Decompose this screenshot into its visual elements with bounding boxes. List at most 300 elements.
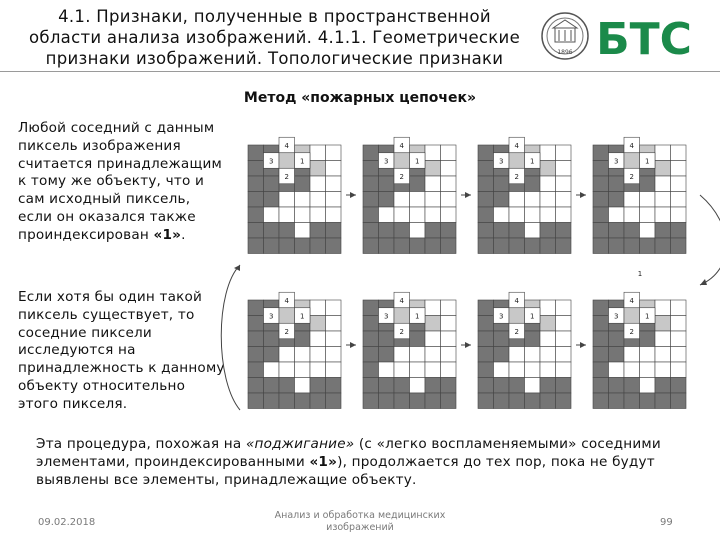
grid-cell: [540, 378, 556, 394]
neighbor-label-n3: 3: [499, 157, 504, 166]
grid-cell: [556, 238, 572, 254]
grid-cell: [326, 161, 342, 177]
neighbor-label-n1: 1: [645, 312, 650, 321]
grid-cell: [556, 316, 572, 332]
grid-cell: [671, 238, 687, 254]
grid-cell: [593, 393, 609, 409]
center-pixel: [624, 308, 640, 324]
grid-cell: [525, 331, 541, 347]
neighbor-label-n2: 2: [399, 328, 404, 336]
grid-cell: [410, 362, 426, 378]
grid-cell: [494, 393, 510, 409]
grid-cell: [363, 316, 379, 332]
grid-cell: [478, 207, 494, 223]
grid-cell: [609, 223, 625, 239]
grid-cell: [509, 192, 525, 208]
grid-cell: [655, 300, 671, 316]
grid-cell: [640, 362, 656, 378]
grid-cell: [394, 207, 410, 223]
grid-cell: [640, 331, 656, 347]
grid-cell: [326, 300, 342, 316]
grid-cell: [478, 176, 494, 192]
grid-cell: [441, 300, 457, 316]
grid-cell: [394, 238, 410, 254]
grid-cell: [441, 207, 457, 223]
grid-cell: [425, 207, 441, 223]
grid-cell: [655, 161, 671, 177]
grid-cell: [609, 176, 625, 192]
grid-cell: [264, 378, 280, 394]
grid-cell: [624, 347, 640, 363]
grid-cell: [394, 223, 410, 239]
grid-cell: [441, 331, 457, 347]
curve-arrow-left-icon: [221, 265, 240, 410]
grid-cell: [640, 393, 656, 409]
grid-cell: [295, 331, 311, 347]
grid-cell: [540, 238, 556, 254]
grid-cell: [310, 316, 326, 332]
neighbor-label-n4: 4: [399, 297, 404, 305]
grid-cell: [655, 176, 671, 192]
grid-cell: [671, 316, 687, 332]
neighbor-label-n4: 4: [399, 142, 404, 150]
grid-cell: [540, 176, 556, 192]
neighbor-label-n3: 3: [384, 157, 389, 166]
center-pixel: [394, 153, 410, 169]
grid-cell: [494, 238, 510, 254]
grid-cell: [593, 316, 609, 332]
grid-cell: [593, 331, 609, 347]
grid-cell: [248, 192, 264, 208]
grid-cell: [494, 207, 510, 223]
grid-cell: [655, 145, 671, 161]
grid-cell: [279, 207, 295, 223]
grid-cell: [609, 362, 625, 378]
grid-cell: [264, 347, 280, 363]
grid-cell: [441, 176, 457, 192]
p3-text-e: ), продолжается до тех пор, пока не будут выявлены все элементы, принадлежащие объекту.: [36, 453, 655, 488]
grid-cell: [593, 176, 609, 192]
grid-cell: [556, 331, 572, 347]
grid-cell: [425, 347, 441, 363]
grid-cell: [540, 362, 556, 378]
neighbor-label-n2: 2: [514, 328, 519, 336]
grid-cell: [379, 362, 395, 378]
grid-cell: [326, 331, 342, 347]
center-pixel: [279, 153, 295, 169]
arrow-right-icon: [576, 342, 586, 348]
grid-cell: [540, 316, 556, 332]
grid-cell: [295, 362, 311, 378]
grid-cell: [379, 176, 395, 192]
grid-cell: [525, 223, 541, 239]
grid-cell: [525, 347, 541, 363]
grid-cell: [326, 238, 342, 254]
grid-cell: [624, 192, 640, 208]
grid-cell: [264, 223, 280, 239]
grid-cell: [248, 238, 264, 254]
grid-cell: [478, 192, 494, 208]
p1-end: .: [181, 226, 186, 243]
grid-cell: [509, 207, 525, 223]
grid-cell: [655, 393, 671, 409]
grid-cell: [425, 161, 441, 177]
grid-cell: [248, 207, 264, 223]
grid-cell: [671, 223, 687, 239]
grid-cell: [671, 161, 687, 177]
grid-cell: [441, 161, 457, 177]
grid-cell: [410, 176, 426, 192]
grid-cell: [279, 238, 295, 254]
grid-cell: [593, 145, 609, 161]
grid-cell: [593, 207, 609, 223]
logo-text: БТС: [596, 14, 692, 60]
grid-cell: [248, 223, 264, 239]
grid-cell: [295, 347, 311, 363]
grid-cell: [279, 192, 295, 208]
grid-cell: [310, 176, 326, 192]
neighbor-label-n3: 3: [614, 312, 619, 321]
grid-cell: [310, 207, 326, 223]
grid-cell: [556, 362, 572, 378]
grid-row2-4: [593, 292, 686, 408]
grid-cell: [640, 192, 656, 208]
grid-cell: [624, 378, 640, 394]
grid-cell: [363, 362, 379, 378]
grid-cell: [248, 331, 264, 347]
grid-cell: [425, 238, 441, 254]
grid-cell: [640, 207, 656, 223]
grid-cell: [295, 176, 311, 192]
grid-cell: [425, 176, 441, 192]
neighbor-label-n2: 2: [629, 328, 634, 336]
grid-cell: [363, 347, 379, 363]
grid-cell: [394, 192, 410, 208]
extra-label: 1: [637, 270, 643, 278]
grid-cell: [425, 362, 441, 378]
neighbor-label-n4: 4: [284, 297, 289, 305]
grid-cell: [655, 362, 671, 378]
grid-cell: [525, 378, 541, 394]
grid-row1-2: [363, 137, 456, 253]
neighbor-label-n3: 3: [499, 312, 504, 321]
neighbor-label-n2: 2: [514, 173, 519, 181]
grid-cell: [379, 331, 395, 347]
grid-cell: [478, 331, 494, 347]
grid-cell: [478, 347, 494, 363]
grid-cell: [671, 207, 687, 223]
grid-cell: [295, 238, 311, 254]
grid-cell: [310, 347, 326, 363]
grid-cell: [310, 300, 326, 316]
grid-cell: [441, 347, 457, 363]
grid-cell: [655, 331, 671, 347]
grid-cell: [248, 161, 264, 177]
grid-cell: [509, 378, 525, 394]
neighbor-label-n3: 3: [269, 312, 274, 321]
neighbor-label-n1: 1: [415, 157, 420, 166]
grid-row1-4: [593, 137, 686, 253]
grid-cell: [556, 161, 572, 177]
grid-cell: [478, 145, 494, 161]
grid-cell: [441, 378, 457, 394]
grid-cell: [264, 176, 280, 192]
grid-cell: [478, 238, 494, 254]
grid-cell: [525, 393, 541, 409]
grid-row2-2: [363, 292, 456, 408]
grid-cell: [671, 176, 687, 192]
center-pixel: [279, 308, 295, 324]
grid-cell: [593, 347, 609, 363]
grid-cell: [310, 223, 326, 239]
grid-cell: [363, 207, 379, 223]
neighbor-label-n1: 1: [415, 312, 420, 321]
grid-cell: [609, 347, 625, 363]
grid-cell: [295, 393, 311, 409]
grid-cell: [540, 223, 556, 239]
grid-cell: [363, 192, 379, 208]
paragraph-neighbor-search: Если хотя бы один такой пиксель существует, то соседние пиксели исследуются на принадлежность к данному объекту относительно этого пикселя.: [18, 289, 225, 412]
grid-cell: [295, 192, 311, 208]
grid-cell: [478, 362, 494, 378]
grid-cell: [593, 192, 609, 208]
p1-index-label: «1»: [153, 226, 182, 243]
grid-cell: [363, 300, 379, 316]
grid-cell: [441, 145, 457, 161]
grid-cell: [640, 176, 656, 192]
grid-cell: [509, 362, 525, 378]
grid-cell: [310, 192, 326, 208]
footer-date: 09.02.2018: [38, 517, 96, 528]
grid-cell: [363, 393, 379, 409]
grid-cell: [363, 145, 379, 161]
grid-cell: [540, 300, 556, 316]
grid-cell: [671, 192, 687, 208]
grid-cell: [509, 393, 525, 409]
grid-cell: [671, 331, 687, 347]
grid-cell: [379, 192, 395, 208]
grid-cell: [264, 362, 280, 378]
neighbor-label-n3: 3: [384, 312, 389, 321]
grid-cell: [609, 207, 625, 223]
grid-cell: [264, 192, 280, 208]
grid-cell: [655, 238, 671, 254]
grid-cell: [425, 331, 441, 347]
grid-cell: [540, 145, 556, 161]
grid-cell: [655, 192, 671, 208]
slide-title: 4.1. Признаки, полученные в пространственной области анализа изображений. 4.1.1. Геометрические признаки изображений. Топологические признаки: [28, 7, 521, 68]
grid-cell: [264, 238, 280, 254]
grid-cell: [494, 331, 510, 347]
neighbor-label-n2: 2: [399, 173, 404, 181]
grid-cell: [655, 378, 671, 394]
grid-cell: [494, 192, 510, 208]
grid-cell: [410, 347, 426, 363]
grid-cell: [655, 207, 671, 223]
grid-cell: [540, 161, 556, 177]
grid-cell: [478, 378, 494, 394]
grid-cell: [655, 316, 671, 332]
grid-cell: [494, 378, 510, 394]
grid-cell: [326, 192, 342, 208]
grid-cell: [295, 378, 311, 394]
grid-cell: [478, 300, 494, 316]
grid-cell: [441, 362, 457, 378]
grid-cell: [310, 378, 326, 394]
arrow-right-icon: [461, 342, 471, 348]
grid-cell: [556, 192, 572, 208]
section-subtitle: Метод «пожарных цепочек»: [243, 90, 477, 106]
grid-cell: [525, 192, 541, 208]
neighbor-label-n1: 1: [645, 157, 650, 166]
grid-cell: [540, 331, 556, 347]
grid-cell: [264, 207, 280, 223]
grid-cell: [671, 145, 687, 161]
curve-arrow-right-icon: [700, 195, 720, 285]
grid-cell: [540, 347, 556, 363]
grid-cell: [363, 223, 379, 239]
grid-cell: [509, 347, 525, 363]
grid-cell: [326, 393, 342, 409]
grid-cell: [310, 238, 326, 254]
grid-row2-1: [248, 292, 341, 408]
grid-cell: [248, 362, 264, 378]
arrow-right-icon: [346, 192, 356, 198]
grid-cell: [264, 393, 280, 409]
emblem-year: 1896: [557, 49, 573, 56]
grid-cell: [494, 347, 510, 363]
grid-cell: [593, 378, 609, 394]
grid-cell: [540, 192, 556, 208]
neighbor-label-n4: 4: [284, 142, 289, 150]
grid-cell: [326, 347, 342, 363]
grid-cell: [248, 347, 264, 363]
grid-cell: [441, 393, 457, 409]
arrow-right-icon: [461, 192, 471, 198]
grid-cell: [425, 378, 441, 394]
grid-cell: [410, 393, 426, 409]
grid-cell: [279, 362, 295, 378]
grid-cell: [671, 393, 687, 409]
grid-cell: [363, 238, 379, 254]
grid-cell: [379, 347, 395, 363]
grid-cell: [295, 207, 311, 223]
grid-cell: [624, 393, 640, 409]
grid-cell: [310, 161, 326, 177]
grid-cell: [279, 378, 295, 394]
grid-cell: [248, 300, 264, 316]
grid-cell: [494, 176, 510, 192]
grid-cell: [425, 393, 441, 409]
grid-cell: [593, 300, 609, 316]
grid-cell: [640, 347, 656, 363]
grid-cell: [556, 393, 572, 409]
grid-cell: [540, 207, 556, 223]
neighbor-label-n2: 2: [629, 173, 634, 181]
grid-cell: [410, 238, 426, 254]
grid-cell: [494, 362, 510, 378]
grid-cell: [410, 192, 426, 208]
grid-cell: [326, 223, 342, 239]
grid-cell: [593, 362, 609, 378]
grid-cell: [310, 393, 326, 409]
neighbor-label-n4: 4: [629, 297, 634, 305]
neighbor-label-n2: 2: [284, 328, 289, 336]
neighbor-label-n4: 4: [629, 142, 634, 150]
grid-cell: [295, 223, 311, 239]
grid-cell: [671, 347, 687, 363]
grid-cell: [425, 300, 441, 316]
neighbor-label-n4: 4: [514, 297, 519, 305]
grid-cell: [394, 378, 410, 394]
grid-cell: [525, 207, 541, 223]
grid-cell: [264, 331, 280, 347]
grid-cell: [425, 316, 441, 332]
grid-cell: [494, 223, 510, 239]
grid-cell: [248, 176, 264, 192]
grid-cell: [379, 393, 395, 409]
grid-cell: [248, 393, 264, 409]
grid-cell: [525, 238, 541, 254]
grid-cell: [624, 223, 640, 239]
arrow-right-icon: [576, 192, 586, 198]
footer-course: Анализ и обработка медицинских изображений: [274, 510, 446, 533]
p3-ignition-term: «поджигание»: [245, 436, 355, 452]
neighbor-label-n1: 1: [530, 312, 535, 321]
footer-page-number: 99: [660, 517, 673, 528]
grid-cell: [609, 393, 625, 409]
grid-cell: [248, 378, 264, 394]
neighbor-label-n2: 2: [284, 173, 289, 181]
grid-cell: [410, 207, 426, 223]
grid-cell: [609, 331, 625, 347]
grid-cell: [425, 223, 441, 239]
grid-cell: [478, 223, 494, 239]
grid-cell: [279, 223, 295, 239]
grid-cell: [410, 378, 426, 394]
grid-cell: [593, 161, 609, 177]
grid-cell: [425, 192, 441, 208]
grid-cell: [525, 176, 541, 192]
grid-cell: [326, 145, 342, 161]
p3-text-a: Эта процедура, похожая на: [36, 436, 246, 452]
grid-cell: [441, 192, 457, 208]
grid-cell: [593, 238, 609, 254]
grid-cell: [556, 347, 572, 363]
grid-row2-3: [478, 292, 571, 408]
grid-cell: [655, 347, 671, 363]
grid-cell: [671, 300, 687, 316]
grid-cell: [379, 207, 395, 223]
grid-cell: [478, 393, 494, 409]
grid-cell: [326, 362, 342, 378]
grid-cell: [671, 362, 687, 378]
center-pixel: [624, 153, 640, 169]
grid-cell: [394, 347, 410, 363]
neighbor-label-n3: 3: [269, 157, 274, 166]
grid-cell: [248, 145, 264, 161]
neighbor-label-n1: 1: [530, 157, 535, 166]
grid-cell: [556, 176, 572, 192]
grid-cell: [624, 207, 640, 223]
center-pixel: [509, 308, 525, 324]
center-pixel: [509, 153, 525, 169]
grid-cell: [556, 300, 572, 316]
grid-cell: [363, 378, 379, 394]
grid-cell: [624, 238, 640, 254]
grid-cell: [310, 331, 326, 347]
grid-cell: [310, 145, 326, 161]
